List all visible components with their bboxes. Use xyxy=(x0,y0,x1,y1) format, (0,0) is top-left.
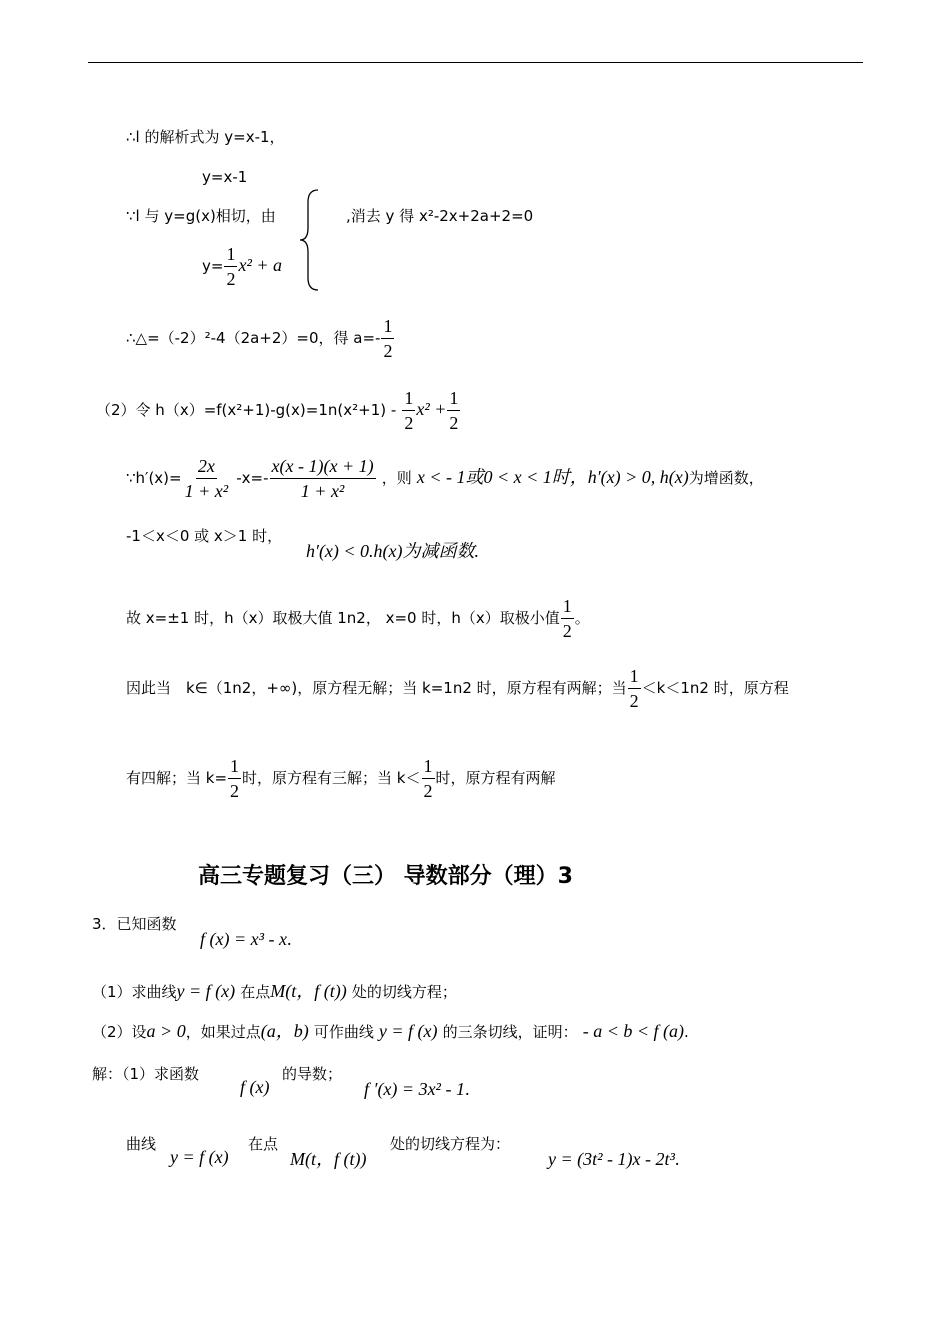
solution-1-prefix: 解：（1）求函数 xyxy=(92,1065,200,1083)
fraction-half: $\frac{1}{2}$ xyxy=(423,756,433,801)
text-line-3: ∴△=（-2）²-4（2a+2）=0，得 a=- $\frac{1}{2}$ xyxy=(126,316,393,361)
fraction-product: $\frac{x(x - 1)(x + 1)}{\text{1 + x²}}$ xyxy=(271,456,374,501)
solution-2-point: M(t，f (t)) xyxy=(290,1149,367,1169)
solution-2-prefix: 曲线 xyxy=(126,1135,157,1153)
q3-part-1: （1）求曲线y = f (x) 在点M(t，f (t)) 处的切线方程； xyxy=(92,981,457,1001)
solution-2-curve: y = f (x) xyxy=(170,1147,229,1167)
fraction-half: $\frac{1}{2}$ xyxy=(449,388,459,433)
q3-function: f (x) = x³ - x. xyxy=(200,929,292,949)
fraction-half: $\frac{1}{2}$ xyxy=(562,596,572,641)
fraction-half: $\frac{1}{2}$ xyxy=(383,316,393,361)
fraction-half: $\frac{1}{2}$ xyxy=(404,388,414,433)
text-line-2-suffix: ,消去 y 得 x²-2x+2a+2=0 xyxy=(346,207,534,225)
increase-condition: x < - 1或0 < x < 1时，h′(x) > 0, h(x) xyxy=(416,467,689,487)
text-line-2-prefix: ∵l 与 y=g(x)相切，由 xyxy=(126,207,276,225)
system-top-eq: y=x-1 xyxy=(202,168,248,186)
k-cases-line-1: 因此当 k∈（1n2，+∞)，原方程无解；当 k=1n2 时，原方程有两解；当 $\frac{1}{2}$ ＜k＜1n2 时，原方程 xyxy=(126,666,789,711)
fraction-half: $\frac{1}{2}$ xyxy=(230,756,240,801)
q3-part-2: （2）设a > 0，如果过点(a，b) 可作曲线 y = f (x) 的三条切线，证明： - a < b < f (a). xyxy=(92,1021,689,1041)
solution-1-derivative: f ′(x) = 3x² - 1. xyxy=(364,1079,470,1099)
solution-1-func: f (x) xyxy=(240,1077,270,1097)
extremum-line: 故 x=±1 时，h（x）取极大值 1n2， x=0 时，h（x）取极小值 $\frac{1}{2}$ 。 xyxy=(126,596,590,641)
fraction-half: $\frac{1}{2}$ xyxy=(629,666,639,711)
header-rule xyxy=(88,62,863,63)
system-bottom-eq xyxy=(202,244,282,289)
left-brace-icon xyxy=(298,188,322,292)
solution-2-tangent: y = (3t² - 1)x - 2t³. xyxy=(548,1149,680,1169)
fraction-half: $\frac{1}{2}$ xyxy=(226,244,236,289)
system-bottom-tail: x² + a xyxy=(238,255,282,275)
fraction-2x: $\frac{2x}{\text{1 + x²}}$ xyxy=(184,456,229,501)
text-line-1: ∴l 的解析式为 y=x-1， xyxy=(126,128,285,146)
derivative-line: ∵h′(x)= $\frac{2x}{\text{1 + x²}}$ -x=- $\frac{x(x - 1)(x + 1)}{\text{1 + x²}}$ ，则 x < - 1或0 < x < 1时，h′(x) > 0, h(x)为增函数， xyxy=(126,456,764,501)
solution-1-mid: 的导数； xyxy=(282,1065,343,1083)
solution-2-text: 处的切线方程为： xyxy=(390,1135,511,1153)
section-heading: 高三专题复习（三） 导数部分（理）3 xyxy=(198,864,573,889)
decrease-prefix: -1＜x＜0 或 x＞1 时， xyxy=(126,527,283,545)
system-bottom-prefix: y= xyxy=(202,257,224,275)
solution-2-at-point: 在点 xyxy=(248,1135,279,1153)
q3-prefix: 3．已知函数 xyxy=(92,915,177,933)
decrease-math: h′(x) < 0.h(x)为减函数. xyxy=(306,541,480,561)
k-cases-line-2: 有四解；当 k= $\frac{1}{2}$ 时，原方程有三解；当 k＜ $\frac{1}{2}$ 时，原方程有两解 xyxy=(126,756,556,801)
part-2-line: （2）令 h（x）=f(x²+1)-g(x)=1n(x²+1) - $\frac{1}{2}$ x² + $\frac{1}{2}$ xyxy=(96,388,459,433)
